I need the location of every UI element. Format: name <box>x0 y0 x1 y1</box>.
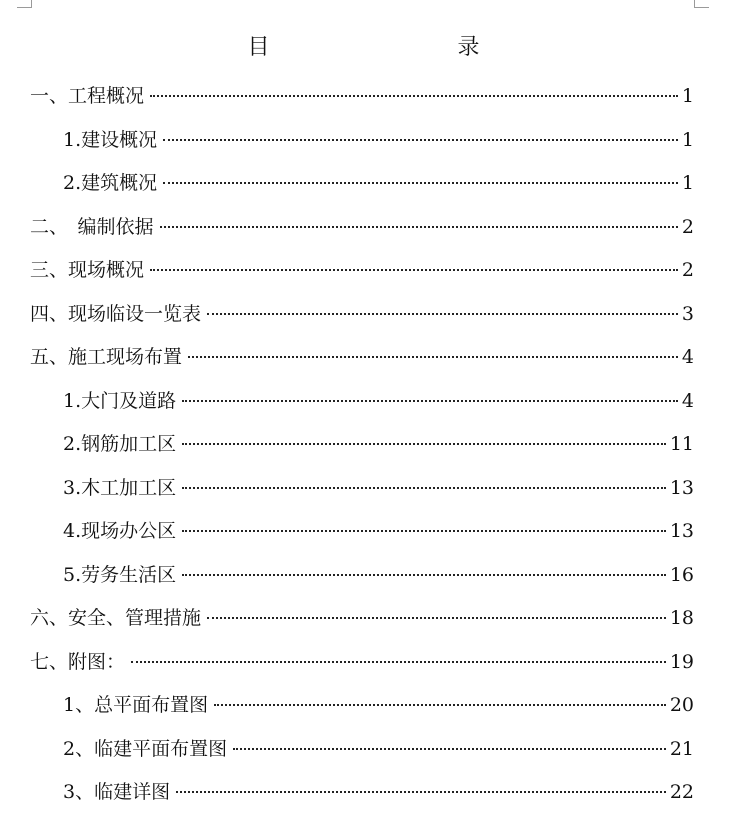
toc-entry-label: 5.劳务生活区 <box>63 563 177 586</box>
toc-entry[interactable] <box>30 167 694 211</box>
dot-leader <box>182 574 666 576</box>
toc-entry-label: 3、临建详图 <box>63 781 171 803</box>
dot-leader <box>160 226 678 228</box>
toc-page-number: 1 <box>681 172 694 194</box>
page-corner-mark-right <box>694 0 709 8</box>
dot-leader <box>214 704 666 706</box>
toc-entry[interactable] <box>30 733 694 777</box>
toc-page-number: 4 <box>681 389 694 412</box>
toc-entry-label: 四、现场临设一览表 <box>30 302 202 325</box>
toc-entry-label: 一、工程概况 <box>30 85 145 107</box>
toc-page-number: 16 <box>669 563 694 586</box>
toc-entry[interactable] <box>30 80 694 124</box>
toc-entry[interactable] <box>30 428 694 472</box>
toc-entry-label: 七、附图： <box>30 650 126 673</box>
toc-page-number: 2 <box>681 259 694 281</box>
toc-entry[interactable] <box>30 776 694 820</box>
toc-entry-label: 2.建筑概况 <box>63 172 158 194</box>
toc-entry[interactable] <box>30 646 694 690</box>
dot-leader <box>182 530 666 532</box>
toc-entry[interactable] <box>30 298 694 342</box>
toc-entry[interactable] <box>30 211 694 255</box>
toc-page-number: 1 <box>681 128 694 151</box>
toc-entry-label: 2.钢筋加工区 <box>63 433 177 455</box>
toc-page-number: 20 <box>669 694 694 716</box>
toc-page-number: 18 <box>669 607 694 629</box>
page-corner-mark-left <box>17 0 32 8</box>
toc-title: 目 录 <box>247 35 528 60</box>
dot-leader <box>233 748 666 750</box>
toc-entry-label: 1.大门及道路 <box>63 389 177 412</box>
dot-leader <box>207 313 678 315</box>
toc-entry[interactable] <box>30 254 694 298</box>
toc-entry-label: 2、临建平面布置图 <box>63 737 228 760</box>
toc-page-number: 3 <box>681 302 694 325</box>
dot-leader <box>163 182 678 184</box>
toc-entry[interactable] <box>30 515 694 559</box>
toc-entry[interactable] <box>30 385 694 429</box>
toc-entry[interactable] <box>30 124 694 168</box>
toc-page-number: 13 <box>669 476 694 499</box>
toc-entry-label: 4.现场办公区 <box>63 520 177 542</box>
toc-page-number: 4 <box>681 346 694 368</box>
toc-entry-label: 二、 编制依据 <box>30 215 154 238</box>
toc-page-number: 13 <box>669 520 694 542</box>
toc-entry-label: 1、总平面布置图 <box>63 694 209 716</box>
dot-leader <box>188 356 678 358</box>
toc-entry[interactable] <box>30 559 694 603</box>
toc-entry[interactable] <box>30 341 694 385</box>
toc-page-number: 21 <box>669 737 694 760</box>
toc-page-number: 22 <box>669 781 694 803</box>
dot-leader <box>150 269 678 271</box>
toc-entry[interactable] <box>30 689 694 733</box>
dot-leader <box>207 617 666 619</box>
toc-entry-label: 六、安全、管理措施 <box>30 607 202 629</box>
toc-page-number: 2 <box>681 215 694 238</box>
dot-leader <box>150 95 678 97</box>
dot-leader <box>131 661 666 663</box>
toc-entry[interactable] <box>30 472 694 516</box>
toc-entry-label: 1.建设概况 <box>63 128 158 151</box>
table-of-contents <box>30 80 694 820</box>
toc-page-number: 19 <box>669 650 694 673</box>
dot-leader <box>182 487 666 489</box>
toc-entry-label: 五、施工现场布置 <box>30 346 183 368</box>
dot-leader <box>163 139 678 141</box>
dot-leader <box>182 443 666 445</box>
toc-page-number: 1 <box>681 85 694 107</box>
dot-leader <box>176 791 666 793</box>
toc-entry-label: 三、现场概况 <box>30 259 145 281</box>
toc-entry[interactable] <box>30 602 694 646</box>
toc-page-number: 11 <box>669 433 694 455</box>
dot-leader <box>182 400 678 402</box>
toc-entry-label: 3.木工加工区 <box>63 476 177 499</box>
